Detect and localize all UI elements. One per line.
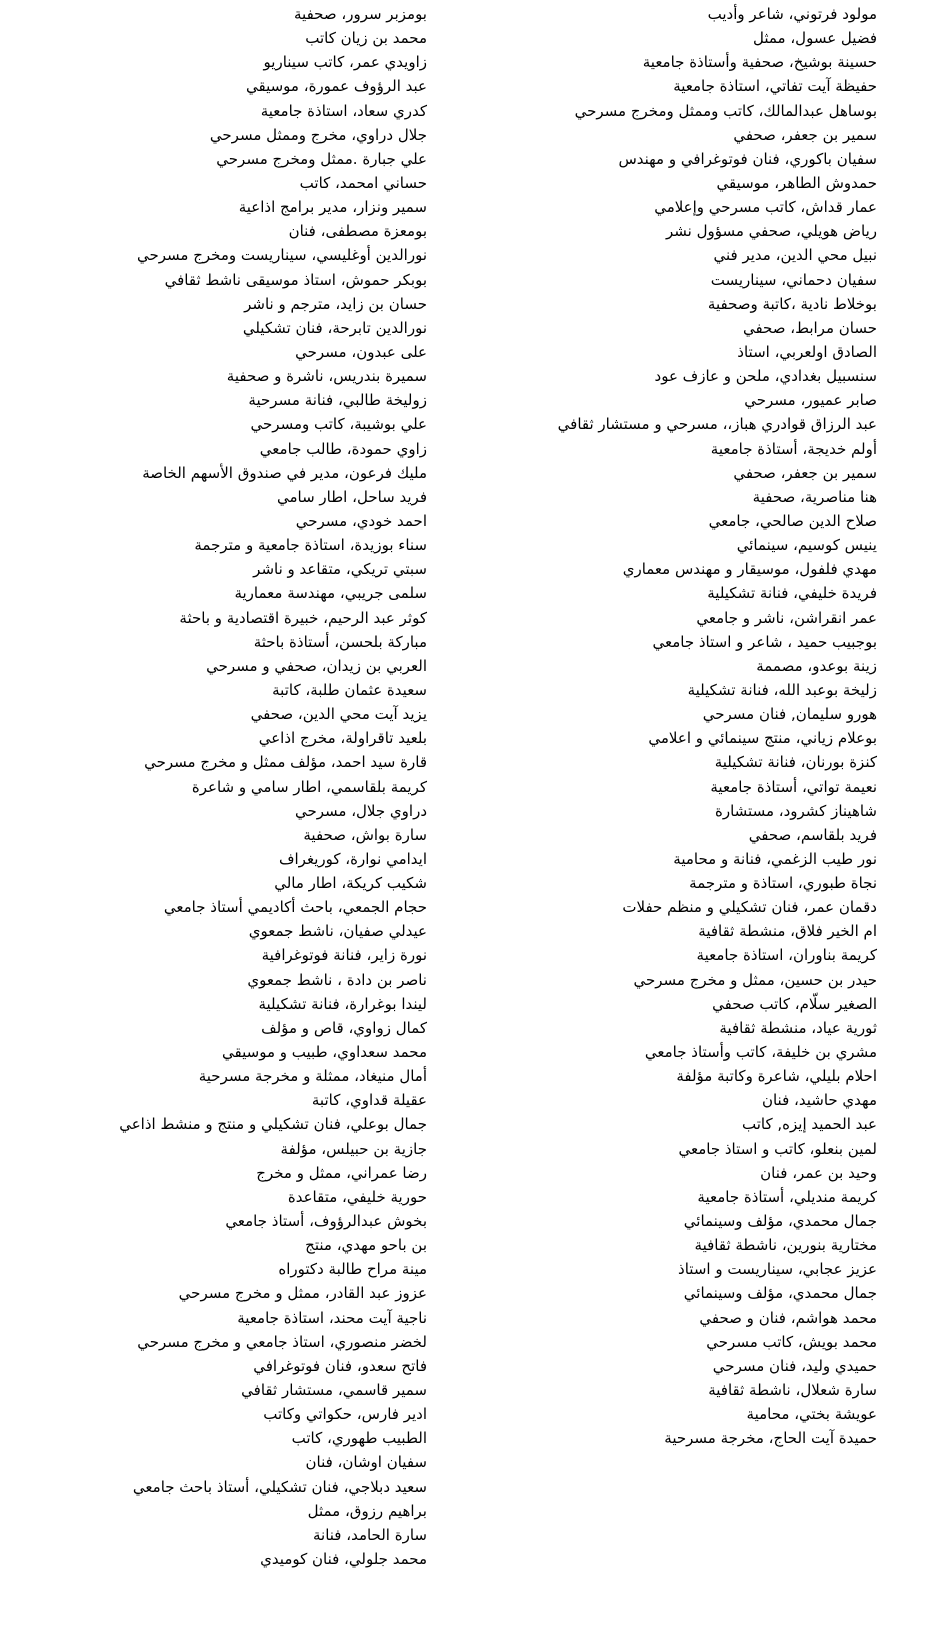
signatory-entry: بوجبيب حميد ، شاعر و استاذ جامعي	[652, 632, 877, 651]
signatory-entry: براهيم رزوق، ممثل	[307, 1501, 427, 1520]
signatory-entry: فضيل عسول، ممثل	[752, 29, 877, 48]
signatory-entry: محمد هواشم، فنان و صحفي	[699, 1308, 877, 1327]
signatory-entry: محمد سعداوي، طبيب و موسيقي	[222, 1043, 427, 1062]
signatory-entry: كمال زواوي، قاص و مؤلف	[261, 1018, 427, 1037]
signatory-entry: بوبكر حموش، استاذ موسيقى ناشط ثقافي	[164, 270, 427, 289]
signatory-entry: محمد بويش، كاتب مسرحي	[706, 1332, 877, 1351]
signatory-entry: حمدوش الطاهر، موسيقي	[716, 173, 877, 192]
signatory-entry: فريدة خليفي، فنانة تشكيلية	[707, 584, 877, 603]
signatories-list-right	[457, 2, 877, 1450]
signatory-entry: عبد الحميد إيزه, كاتب	[741, 1115, 877, 1134]
signatory-entry: الصغير سلّام، كاتب صحفي	[712, 994, 877, 1013]
signatory-entry: نورالدين أوغليسي، سيناريست ومخرج مسرحي	[136, 246, 427, 265]
signatory-entry: كنزة بورنان، فنانة تشكيلية	[714, 753, 877, 772]
signatory-entry: جمال بوعلي، فنان تشكيلي و منتج و منشط اذاعي	[119, 1115, 427, 1134]
signatory-entry: زوليخة طالبي، فنانة مسرحية	[248, 391, 427, 410]
signatory-entry: ثورية عياد، منشطة ثقافية	[719, 1018, 877, 1037]
signatory-entry: عزيز عجابي، سيناريست و استاذ	[678, 1260, 877, 1279]
signatory-entry: على عبدون، مسرحي	[295, 342, 427, 361]
signatory-entry: رياض هويلي، صحفي مسؤول نشر	[666, 222, 877, 241]
signatory-entry: مليك فرعون، مدير في صندوق الأسهم الخاصة	[142, 463, 427, 482]
signatory-entry: بومعزة مصطفى، فنان	[288, 222, 427, 241]
signatory-entry: بن باحو مهدي، منتج	[305, 1236, 427, 1255]
signatory-entry: حسان مرابط، صحفي	[742, 318, 877, 337]
signatory-entry: حسان بن زايد، مترجم و ناشر	[244, 294, 427, 313]
signatory-entry: بوخلاط نادية ،كاتبة وصحفية	[707, 294, 877, 313]
signatory-entry: عبد الرزاق قوادري هباز،، مسرحي و مستشار ثقافي	[557, 415, 877, 434]
signatory-entry: سعيد دبلاجي، فنان تشكيلي، أستاذ باحث جامعي	[132, 1477, 427, 1496]
signatory-entry: سفيان دحماني، سيناريست	[710, 270, 877, 289]
signatory-entry: بوعلام زياني، منتج سينمائي و اعلامي	[648, 729, 877, 748]
signatory-entry: سعيدة عثمان طلبة، كاتبة	[272, 680, 427, 699]
signatory-entry: سمير بن جعفر، صحفي	[733, 463, 877, 482]
signatory-entry: كدري سعاد، استاذة جامعية	[260, 101, 427, 120]
signatory-entry: سفيان اوشان، فنان	[305, 1453, 427, 1472]
signatory-entry: نورة زاير، فنانة فوتوغرافية	[261, 946, 427, 965]
signatory-entry: سمير قاسمي، مستشار ثقافي	[241, 1381, 427, 1400]
signatory-entry: سناء بوزيدة، استاذة جامعية و مترجمة	[194, 536, 427, 555]
signatory-entry: علي بوشيبة، كاتب ومسرحي	[250, 415, 427, 434]
signatory-entry: كريمة بناوران، استاذة جامعية	[696, 946, 877, 965]
signatory-entry: فاتح سعدو، فنان فوتوغرافي	[253, 1356, 427, 1375]
signatory-entry: زاويدي عمر، كاتب سيناريو	[263, 53, 427, 72]
signatory-entry: ام الخير فلاق، منشطة ثقافية	[698, 922, 877, 941]
signatory-entry: هورو سليمان, فنان مسرحي	[702, 705, 877, 724]
signatory-entry: زاوي حمودة، طالب جامعي	[259, 439, 427, 458]
signatory-entry: سارة شعلال، ناشطة ثقافية	[708, 1381, 877, 1400]
signatory-entry: علي جبارة .ممثل ومخرج مسرحي	[216, 149, 427, 168]
signatory-entry: نبيل محي الدين، مدير فني	[713, 246, 877, 265]
signatory-entry: سارة الحامد، فنانة	[312, 1525, 427, 1544]
signatory-entry: قارة سيد احمد، مؤلف ممثل و مخرج مسرحي	[144, 753, 427, 772]
signatory-entry: كريمة بلقاسمي، اطار سامي و شاعرة	[191, 777, 427, 796]
signatory-entry: هنا مناصرية، صحفية	[752, 487, 877, 506]
signatory-entry: نعيمة تواتي، أستاذة جامعية	[710, 777, 877, 796]
signatory-entry: ايدامي نوارة، كوريغراف	[278, 849, 427, 868]
signatory-entry: كوثر عبد الرحيم، خبيرة اقتصادية و باحثة	[179, 608, 427, 627]
signatory-entry: زينة بوعدو، مصممة	[756, 656, 877, 675]
signatory-entry: بخوش عبدالرؤوف، أستاذ جامعي	[225, 1212, 427, 1231]
signatory-entry: سبتي تريكي، متقاعد و ناشر	[253, 560, 427, 579]
signatory-entry: سارة بواش، صحفية	[303, 825, 427, 844]
signatories-list-left	[7, 2, 427, 1571]
signatory-entry: يزيد آيت محي الدين، صحفي	[250, 705, 427, 724]
signatory-entry: زليخة بوعبد الله، فنانة تشكيلية	[687, 680, 877, 699]
signatory-entry: الطبيب طهوري، كاتب	[291, 1429, 427, 1448]
signatory-entry: ليندا بوغرارة، فنانة تشكيلية	[258, 994, 427, 1013]
signatory-entry: بومزبر سرور، صحفية	[294, 5, 427, 23]
signatory-entry: عيدلي صفيان، ناشط جمعوي	[248, 922, 427, 941]
signatory-entry: احمد خودي، مسرحي	[295, 511, 427, 530]
signatory-entry: نجاة طبوري، استاذة و مترجمة	[689, 874, 877, 893]
signatory-entry: جمال محمدي، مؤلف وسينمائي	[683, 1284, 877, 1303]
signatory-entry: فريد بلقاسم، صحفي	[748, 825, 877, 844]
signatory-entry: ناجية آيت محند، استاذة جامعية	[237, 1308, 427, 1327]
signatory-entry: سميرة بندريس، ناشرة و صحفية	[226, 367, 427, 386]
signatory-entry: أمال منيغاد، ممثلة و مخرجة مسرحية	[198, 1067, 427, 1086]
signatory-entry: حجام الجمعي، باحث أكاديمي أستاذ جامعي	[163, 898, 427, 917]
signatory-entry: مختارية بنورين، ناشطة ثقافية	[694, 1236, 877, 1255]
signatory-entry: جازية بن حبيلس، مؤلفة	[280, 1139, 427, 1158]
signatory-entry: مينة مراح طالبة دكتوراه	[278, 1260, 427, 1279]
signatory-entry: سمير ونزار، مدير برامج اذاعية	[238, 198, 427, 217]
signatory-entry: نورالدين تابرحة، فنان تشكيلي	[242, 318, 427, 337]
signatory-entry: دقمان عمر، فنان تشكيلي و منظم حفلات	[622, 898, 877, 917]
signatory-entry: شكيب كريكة، اطار مالي	[274, 874, 427, 893]
signatory-entry: ناصر بن دادة ، ناشط جمعوي	[247, 970, 427, 989]
signatory-entry: العربي بن زيدان، صحفي و مسرحي	[206, 656, 427, 675]
signatory-entry: حفيظة آيت تفاتي، استاذة جامعية	[673, 77, 877, 96]
signatory-entry: جمال محمدي، مؤلف وسينمائي	[683, 1212, 877, 1231]
signatory-entry: فريد ساحل، اطار سامي	[276, 487, 427, 506]
signatory-entry: حسينة بوشيخ، صحفية وأستاذة جامعية	[642, 53, 877, 72]
signatory-entry: حيدر بن حسين، ممثل و مخرج مسرحي	[633, 970, 877, 989]
signatory-entry: وحيد بن عمر، فنان	[760, 1163, 877, 1182]
signatory-entry: صلاح الدين صالحي، جامعي	[708, 511, 877, 530]
signatory-entry: احلام بليلي، شاعرة وكاتبة مؤلفة	[676, 1067, 877, 1086]
signatory-entry: ينيس كوسيم، سينمائي	[736, 536, 877, 555]
signatory-entry: أولم خديجة، أستاذة جامعية	[710, 439, 877, 458]
signatory-entry: مهدي حاشيد، فنان	[761, 1091, 877, 1110]
signatory-entry: دراوي جلال، مسرحي	[294, 801, 427, 820]
signatory-entry: سفيان باكوري، فنان فوتوغرافي و مهندس	[618, 149, 877, 168]
signatory-entry: نور طيب الزغمي، فنانة و محامية	[673, 849, 877, 868]
signatory-entry: عمار قداش، كاتب مسرحي وإعلامي	[654, 198, 877, 217]
signatory-entry: حميدة آيت الحاج، مخرجة مسرحية	[664, 1429, 877, 1448]
signatory-entry: سمير بن جعفر، صحفي	[733, 125, 877, 144]
signatory-entry: عبد الرؤوف عمورة، موسيقي	[246, 77, 427, 96]
signatory-entry: لخضر منصوري، استاذ جامعي و مخرج مسرحي	[137, 1332, 427, 1351]
signatory-entry: مشري بن خليفة، كاتب وأستاذ جامعي	[644, 1043, 877, 1062]
signatory-entry: مولود فرتوني، شاعر وأديب	[707, 5, 877, 23]
signatory-entry: عمر انقراشن، ناشر و جامعي	[696, 608, 877, 627]
signatory-entry: بلعيد تاقراولة، مخرج اذاعي	[258, 729, 427, 748]
signatory-entry: صابر عميور، مسرحي	[744, 391, 877, 410]
signatory-entry: ادير فارس، حكواتي وكاتب	[263, 1405, 427, 1424]
signatory-entry: محمد جلولي، فنان كوميدي	[260, 1550, 427, 1568]
signatory-entry: عزوز عبد القادر، ممثل و مخرج مسرحي	[178, 1284, 427, 1303]
signatory-entry: جلال دراوي، مخرج وممثل مسرحي	[209, 125, 427, 144]
signatory-entry: الصادق اولعربي، استاذ	[737, 342, 877, 361]
signatory-entry: مباركة بلحسن، أستاذة باحثة	[253, 632, 427, 651]
signatory-entry: عويشة بختي، محامية	[746, 1405, 877, 1424]
signatory-entry: شاهيناز كشرود، مستشارة	[714, 801, 877, 820]
signatory-entry: مهدي فلفول، موسيقار و مهندس معماري	[622, 560, 877, 579]
signatory-entry: سلمى جريبي، مهندسة معمارية	[234, 584, 427, 603]
signatory-entry: عقيلة قداوي، كاتبة	[311, 1091, 427, 1110]
signatory-entry: بوساهل عبدالمالك، كاتب وممثل ومخرج مسرحي	[574, 101, 877, 120]
signatory-entry: كريمة منديلي، أستاذة جامعية	[697, 1187, 877, 1206]
signatory-entry: رضا عمراني، ممثل و مخرج	[256, 1163, 427, 1182]
signatory-entry: حساني امحمد، كاتب	[299, 173, 427, 192]
signatory-entry: لمين بنعلو، كاتب و استاذ جامعي	[678, 1139, 877, 1158]
signatory-entry: محمد بن زيان كاتب	[305, 29, 427, 48]
signatory-entry: حميدي وليد، فنان مسرحي	[712, 1356, 877, 1375]
signatory-entry: سنسبيل بغدادي، ملحن و عازف عود	[654, 367, 877, 386]
signatory-entry: حورية خليفي، متقاعدة	[287, 1187, 427, 1206]
